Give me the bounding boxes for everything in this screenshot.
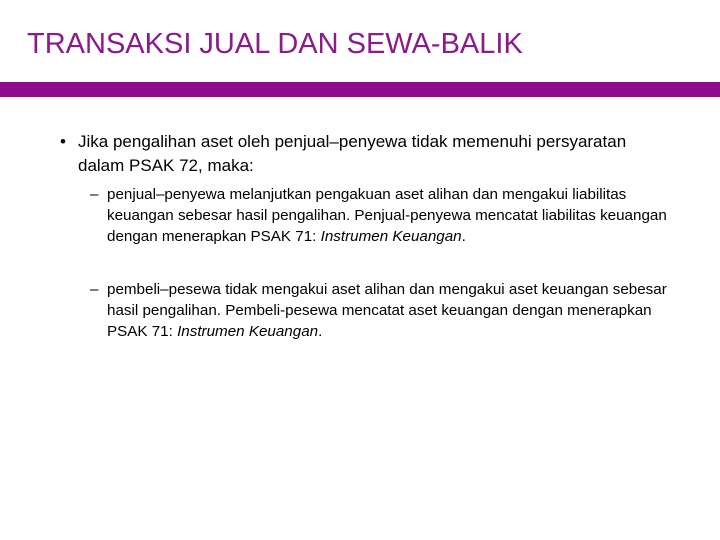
sub-bullet-text: [90, 279, 680, 342]
sub-bullet-marker: –: [90, 281, 99, 298]
sub-bullet-body: pembeli–pesewa tidak mengakui aset alihan dan mengakui aset keuangan sebesar hasil pengalihan. Pembeli-pesewa mencatat aset keuangan dengan menerapkan PSAK 71:: [107, 281, 667, 340]
sub-bullet-suffix: .: [318, 323, 323, 340]
bullet-item-1: [60, 130, 660, 178]
sub-bullet-body: penjual–penyewa melanjutkan pengakuan aset alihan dan mengakui liabilitas keuangan sebesar hasil pengalihan. Penjual-penyewa mencatat liabilitas keuangan dengan menerapkan PSAK 71:: [107, 186, 667, 245]
sub-bullet-suffix: .: [461, 228, 466, 245]
sub-bullet-marker: –: [90, 186, 99, 203]
slide-title: TRANSAKSI JUAL DAN SEWA-BALIK: [27, 28, 523, 60]
bullet-marker: •: [60, 132, 66, 151]
sub-bullet-item-1: [90, 184, 680, 247]
sub-bullet-italic: Instrumen Keuangan: [320, 228, 462, 245]
sub-bullet-italic: Instrumen Keuangan: [177, 323, 319, 340]
sub-bullet-text: [90, 184, 680, 247]
bullet-text: Jika pengalihan aset oleh penjual–penyewa tidak memenuhi persyaratan dalam PSAK 72, maka:: [78, 132, 627, 175]
sub-bullet-item-2: [90, 279, 680, 342]
